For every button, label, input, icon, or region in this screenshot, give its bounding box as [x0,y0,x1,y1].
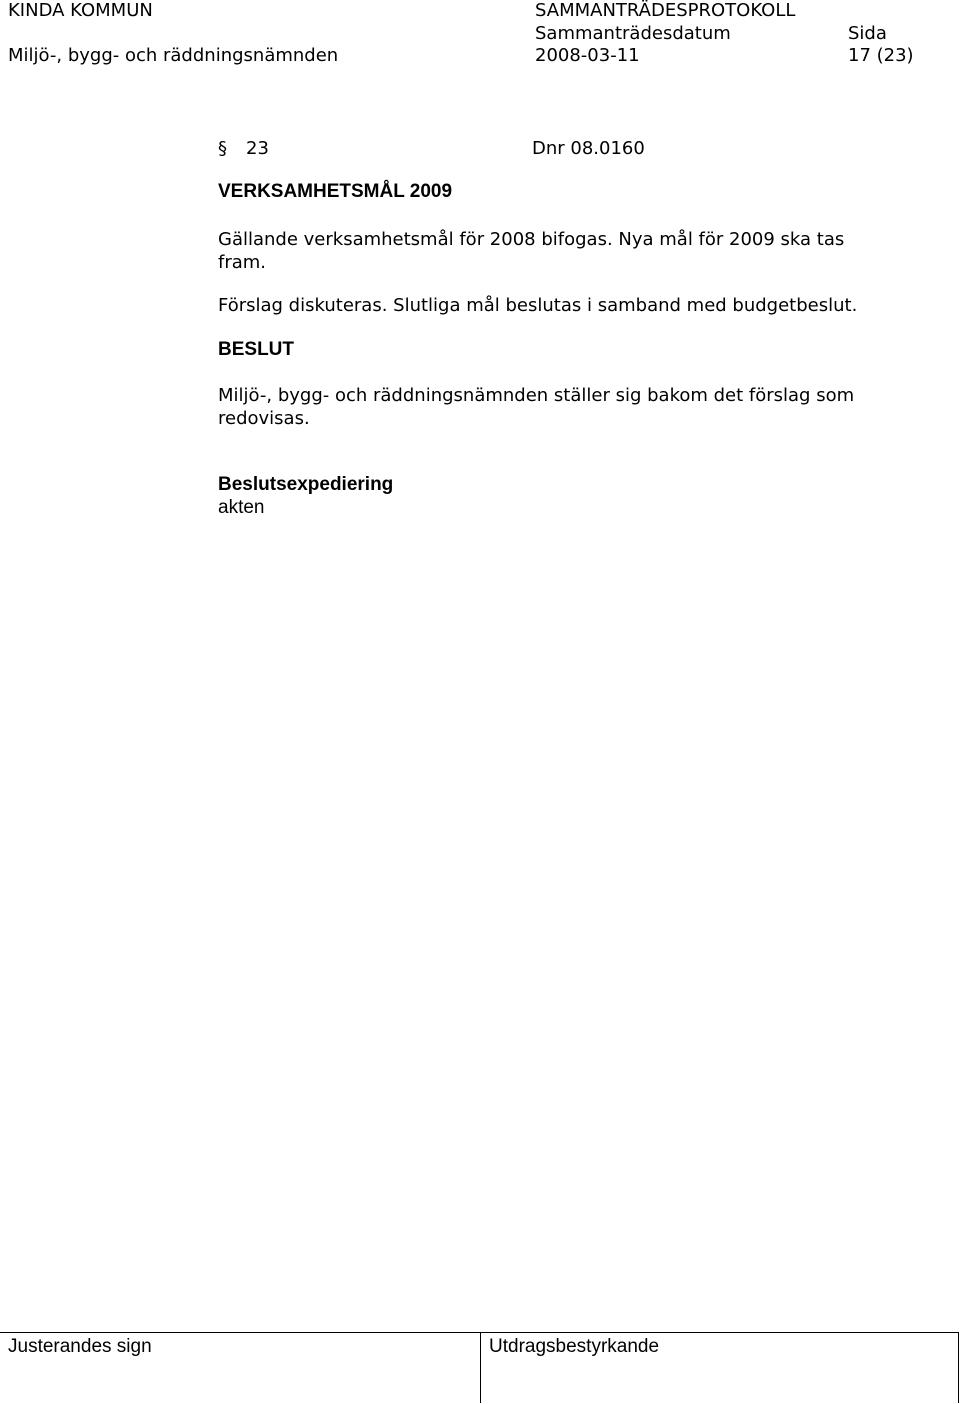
date-label: Sammanträdesdatum [535,23,731,44]
utdragsbestyrkande-label: Utdragsbestyrkande [489,1336,660,1357]
section-title: VERKSAMHETSMÅL 2009 [218,181,453,202]
beslut-text-line-1: Miljö-, bygg- och räddningsnämnden ställer sig bakom det förslag som [218,385,855,406]
expediering-heading: Beslutsexpediering [218,474,394,495]
section-number: 23 [246,138,269,159]
beslut-text-line-2: redovisas. [218,408,310,429]
beslut-heading: BESLUT [218,339,294,360]
committee-name: Miljö-, bygg- och räddningsnämnden [8,45,339,66]
justerandes-sign-label: Justerandes sign [8,1336,152,1357]
paragraph-2: Förslag diskuteras. Slutliga mål beslutas i samband med budgetbeslut. [218,295,858,316]
meeting-date: 2008-03-11 [535,45,640,66]
page-number: 17 (23) [848,45,914,66]
org-name: KINDA KOMMUN [8,0,153,21]
page-label: Sida [848,23,887,44]
paragraph-1-line-2: fram. [218,252,267,273]
signature-footer [0,1332,959,1403]
document-type: SAMMANTRÄDESPROTOKOLL [535,0,796,21]
utdragsbestyrkande-box [480,1333,959,1403]
paragraph-1-line-1: Gällande verksamhetsmål för 2008 bifogas. Nya mål för 2009 ska tas [218,229,845,250]
justerandes-sign-box [0,1333,480,1403]
diary-number: Dnr 08.0160 [532,138,645,159]
expediering-value: akten [218,497,265,518]
section-symbol: § [218,138,227,159]
